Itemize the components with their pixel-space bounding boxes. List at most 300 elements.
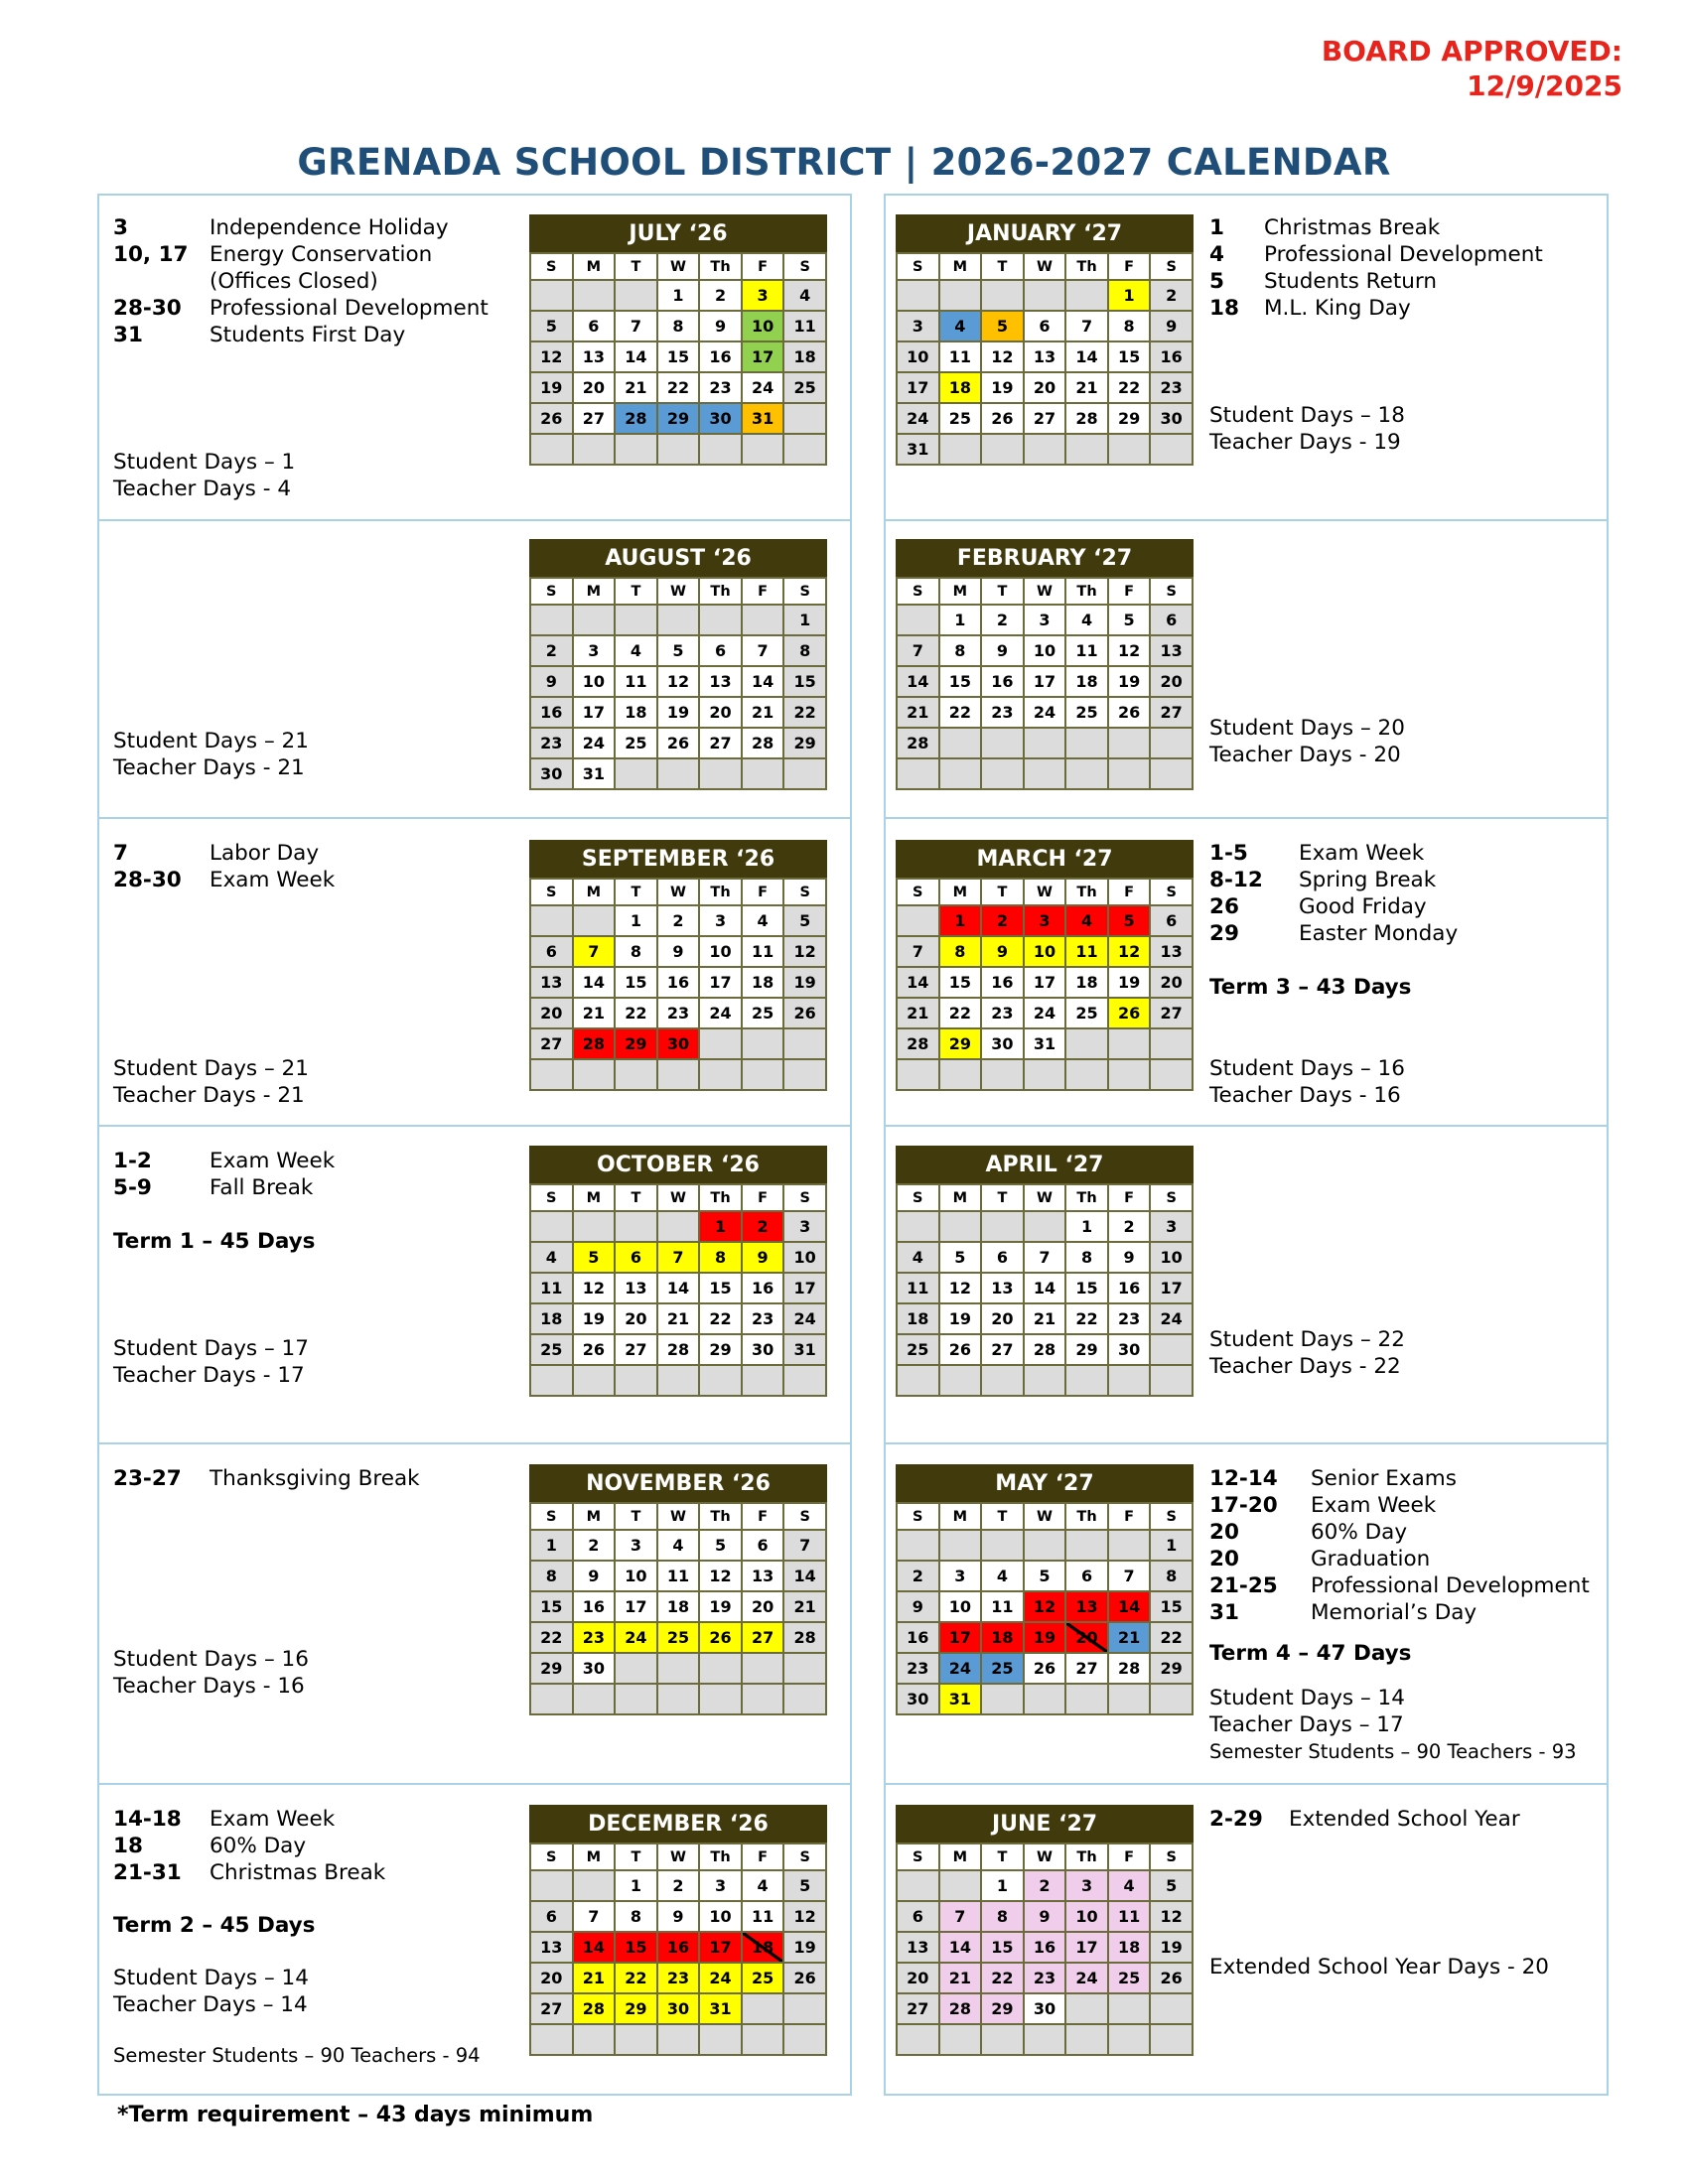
weekday-label: F (1108, 253, 1151, 280)
day-cell: 13 (699, 666, 742, 697)
day-cell: 20 (1150, 666, 1193, 697)
day-cell: 27 (1150, 998, 1193, 1028)
day-cell: 27 (573, 403, 616, 434)
day-cell: 20 (1024, 372, 1066, 403)
weekday-label: W (1024, 253, 1066, 280)
day-cell: 20 (699, 697, 742, 728)
day-cell: 26 (783, 998, 826, 1028)
day-cell: 16 (1108, 1273, 1151, 1303)
weekday-label: F (742, 1184, 784, 1211)
empty-cell (939, 1211, 982, 1242)
notes-september (113, 840, 335, 893)
student-days: Student Days – 20 (1209, 716, 1405, 741)
day-cell: 15 (657, 341, 700, 372)
empty-cell (615, 2024, 657, 2055)
week-row (897, 1963, 1193, 1993)
empty-cell (530, 605, 573, 635)
day-cell: 5 (981, 311, 1024, 341)
days-april (1209, 1326, 1405, 1380)
weekday-label: S (1150, 253, 1193, 280)
day-cell: 22 (939, 998, 982, 1028)
day-cell: 14 (897, 666, 939, 697)
empty-cell (530, 280, 573, 311)
week-row (897, 1242, 1193, 1273)
month-header: SEPTEMBER ‘26 (529, 840, 827, 878)
day-cell: 7 (1024, 1242, 1066, 1273)
day-cell: 9 (981, 936, 1024, 967)
empty-cell (742, 1993, 784, 2024)
weekday-row (897, 1843, 1193, 1870)
day-cell: 28 (897, 728, 939, 758)
weekday-label: W (1024, 1184, 1066, 1211)
note-item: 5-9 Fall Break (113, 1175, 314, 1200)
student-days: Student Days – 14 (113, 1966, 309, 1990)
empty-cell (530, 1870, 573, 1901)
empty-cell (1065, 1028, 1108, 1059)
day-cell: 22 (657, 372, 700, 403)
empty-cell (742, 1028, 784, 1059)
day-cell: 10 (1024, 635, 1066, 666)
weekday-label: Th (1065, 1843, 1108, 1870)
day-cell: 24 (783, 1303, 826, 1334)
empty-cell (573, 1684, 616, 1714)
empty-cell (1108, 1530, 1151, 1561)
day-cell: 14 (657, 1273, 700, 1303)
empty-cell (742, 2024, 784, 2055)
day-cell: 25 (657, 1622, 700, 1653)
week-row (530, 1870, 826, 1901)
day-cell: 12 (573, 1273, 616, 1303)
teacher-days: Teacher Days - 17 (113, 1363, 305, 1388)
weekday-row (530, 578, 826, 605)
day-cell: 12 (783, 936, 826, 967)
day-cell: 27 (615, 1334, 657, 1365)
weekday-label: M (573, 1503, 616, 1530)
week-row (530, 635, 826, 666)
empty-cell (897, 1530, 939, 1561)
empty-cell (657, 1059, 700, 1090)
student-days: Student Days – 21 (113, 1056, 309, 1081)
day-cell: 31 (573, 758, 616, 789)
day-cell: 7 (1108, 1561, 1151, 1591)
week-row (530, 1622, 826, 1653)
empty-cell (699, 434, 742, 465)
day-cell: 26 (1150, 1963, 1193, 1993)
day-cell: 18 (1065, 967, 1108, 998)
day-cell: 11 (615, 666, 657, 697)
day-cell: 10 (699, 936, 742, 967)
empty-cell (981, 280, 1024, 311)
empty-cell (1150, 1993, 1193, 2024)
empty-cell (981, 434, 1024, 465)
day-cell: 28 (783, 1622, 826, 1653)
day-cell: 21 (897, 697, 939, 728)
day-cell: 4 (897, 1242, 939, 1273)
day-cell: 27 (981, 1334, 1024, 1365)
day-cell: 1 (939, 905, 982, 936)
day-cell: 20 (897, 1963, 939, 1993)
empty-cell (530, 1059, 573, 1090)
day-cell: 3 (1150, 1211, 1193, 1242)
empty-cell (897, 1365, 939, 1396)
day-cell: 2 (742, 1211, 784, 1242)
day-cell: 9 (657, 936, 700, 967)
month-header: MAY ‘27 (896, 1464, 1194, 1502)
weekday-label: M (573, 1184, 616, 1211)
day-cell: 24 (897, 403, 939, 434)
day-cell: 10 (939, 1591, 982, 1622)
weekday-label: S (897, 1503, 939, 1530)
empty-cell (783, 758, 826, 789)
empty-cell (573, 905, 616, 936)
day-cell: 15 (939, 967, 982, 998)
empty-cell (742, 1365, 784, 1396)
day-cell: 4 (783, 280, 826, 311)
day-cell: 13 (897, 1932, 939, 1963)
day-cell: 28 (742, 728, 784, 758)
day-cell: 24 (1024, 697, 1066, 728)
day-cell: 13 (742, 1561, 784, 1591)
note-item: 4 Professional Development (1209, 242, 1543, 267)
week-row (897, 280, 1193, 311)
week-row (897, 1993, 1193, 2024)
day-cell: 27 (530, 1028, 573, 1059)
empty-cell (742, 1653, 784, 1684)
day-cell: 10 (1065, 1901, 1108, 1932)
empty-cell (939, 280, 982, 311)
day-cell: 1 (939, 605, 982, 635)
day-cell: 25 (742, 998, 784, 1028)
empty-cell (783, 1653, 826, 1684)
day-cell: 12 (1024, 1591, 1066, 1622)
day-cell: 19 (783, 1932, 826, 1963)
empty-cell (699, 1365, 742, 1396)
day-cell: 19 (1108, 967, 1151, 998)
month-grid (896, 1183, 1194, 1397)
weekday-label: S (530, 1503, 573, 1530)
day-cell: 9 (1150, 311, 1193, 341)
month-grid (529, 577, 827, 790)
day-cell: 30 (742, 1334, 784, 1365)
day-cell: 8 (1065, 1242, 1108, 1273)
day-cell: 15 (530, 1591, 573, 1622)
empty-cell (699, 2024, 742, 2055)
empty-cell (981, 728, 1024, 758)
day-cell: 28 (1065, 403, 1108, 434)
day-cell: 19 (981, 372, 1024, 403)
day-cell: 16 (981, 967, 1024, 998)
weekday-label: F (1108, 879, 1151, 905)
day-cell: 22 (939, 697, 982, 728)
day-cell: 11 (897, 1273, 939, 1303)
week-row (897, 728, 1193, 758)
empty-cell (530, 2024, 573, 2055)
weekday-row (897, 1503, 1193, 1530)
day-cell: 5 (1108, 605, 1151, 635)
day-cell: 6 (615, 1242, 657, 1273)
student-days: Student Days – 22 (1209, 1327, 1405, 1352)
day-cell: 7 (783, 1530, 826, 1561)
weekday-label: W (657, 1843, 700, 1870)
empty-cell (981, 758, 1024, 789)
week-row (530, 1963, 826, 1993)
weekday-label: Th (699, 578, 742, 605)
day-cell: 24 (939, 1653, 982, 1684)
month-header: APRIL ‘27 (896, 1146, 1194, 1183)
note-item: 1 Christmas Break (1209, 215, 1441, 240)
day-cell: 2 (573, 1530, 616, 1561)
day-cell: 11 (657, 1561, 700, 1591)
empty-cell (1024, 434, 1066, 465)
weekday-label: M (939, 879, 982, 905)
day-cell: 15 (1108, 341, 1151, 372)
week-row (897, 905, 1193, 936)
teacher-days: Teacher Days - 16 (1209, 1083, 1401, 1108)
empty-cell (573, 2024, 616, 2055)
empty-cell (699, 605, 742, 635)
day-cell: 6 (699, 635, 742, 666)
day-cell: 13 (530, 967, 573, 998)
day-cell: 7 (897, 635, 939, 666)
note-item: (Offices Closed) (210, 269, 378, 294)
day-cell: 10 (699, 1901, 742, 1932)
weekday-label: S (783, 1843, 826, 1870)
weekday-label: W (657, 1503, 700, 1530)
calendar-january (896, 214, 1194, 466)
empty-cell (1108, 1028, 1151, 1059)
note-item: 3 Independence Holiday (113, 215, 449, 240)
empty-cell (1065, 280, 1108, 311)
empty-cell (615, 280, 657, 311)
student-days: Student Days – 14 (1209, 1686, 1405, 1710)
empty-cell (897, 758, 939, 789)
empty-cell (1150, 1684, 1193, 1714)
weekday-label: S (1150, 1843, 1193, 1870)
day-cell: 22 (530, 1622, 573, 1653)
note-item: 7 Labor Day (113, 841, 320, 866)
days-september (113, 1055, 309, 1109)
day-cell: 22 (783, 697, 826, 728)
day-cell: 14 (1024, 1273, 1066, 1303)
calendar-august (529, 539, 827, 790)
day-cell: 11 (981, 1591, 1024, 1622)
empty-cell (1024, 1530, 1066, 1561)
empty-cell (615, 1653, 657, 1684)
approved-label: BOARD APPROVED: (1321, 35, 1622, 68)
week-row (530, 728, 826, 758)
week-row (897, 1932, 1193, 1963)
weekday-label: S (530, 1184, 573, 1211)
day-cell: 16 (657, 1932, 700, 1963)
day-cell: 19 (1108, 666, 1151, 697)
week-row (530, 2024, 826, 2055)
empty-cell (939, 728, 982, 758)
weekday-label: T (981, 578, 1024, 605)
month-header: MARCH ‘27 (896, 840, 1194, 878)
day-cell: 3 (615, 1530, 657, 1561)
week-row (530, 1059, 826, 1090)
day-cell: 5 (783, 1870, 826, 1901)
day-cell: 4 (1065, 905, 1108, 936)
weekday-label: F (742, 1843, 784, 1870)
week-row (530, 998, 826, 1028)
day-cell: 15 (1065, 1273, 1108, 1303)
week-row (530, 280, 826, 311)
teacher-days: Teacher Days - 22 (1209, 1354, 1401, 1379)
weekday-label: F (742, 1503, 784, 1530)
empty-cell (573, 1059, 616, 1090)
day-cell: 7 (742, 635, 784, 666)
day-cell: 6 (573, 311, 616, 341)
day-cell: 8 (939, 635, 982, 666)
empty-cell (981, 1684, 1024, 1714)
day-cell: 8 (615, 1901, 657, 1932)
day-cell: 21 (897, 998, 939, 1028)
day-cell: 7 (615, 311, 657, 341)
day-cell: 29 (1150, 1653, 1193, 1684)
week-row (897, 635, 1193, 666)
week-row (530, 905, 826, 936)
day-cell: 6 (742, 1530, 784, 1561)
day-cell: 14 (615, 341, 657, 372)
day-cell: 17 (783, 1273, 826, 1303)
week-row (897, 1870, 1193, 1901)
weekday-label: F (1108, 578, 1151, 605)
days-january (1209, 402, 1405, 456)
weekday-label: S (1150, 1503, 1193, 1530)
day-cell: 21 (939, 1963, 982, 1993)
note-item: 17-20 Exam Week (1209, 1493, 1437, 1518)
day-cell: 8 (657, 311, 700, 341)
day-cell: 28 (615, 403, 657, 434)
esy-days (1209, 1954, 1549, 1980)
day-cell: 26 (699, 1622, 742, 1653)
day-cell: 14 (1065, 341, 1108, 372)
teacher-days: Teacher Days – 17 (1209, 1712, 1404, 1737)
weekday-row (530, 253, 826, 280)
weekday-row (897, 578, 1193, 605)
empty-cell (699, 1028, 742, 1059)
day-cell: 2 (657, 1870, 700, 1901)
empty-cell (1065, 728, 1108, 758)
empty-cell (742, 1684, 784, 1714)
day-cell: 26 (1108, 998, 1151, 1028)
day-cell: 6 (530, 1901, 573, 1932)
day-cell: 18 (657, 1591, 700, 1622)
empty-cell (939, 758, 982, 789)
week-row (530, 967, 826, 998)
day-cell: 17 (573, 697, 616, 728)
weekday-label: M (939, 1843, 982, 1870)
day-cell: 10 (573, 666, 616, 697)
day-cell: 2 (897, 1561, 939, 1591)
day-cell: 31 (939, 1684, 982, 1714)
weekday-label: F (1108, 1843, 1151, 1870)
day-cell: 3 (1065, 1870, 1108, 1901)
empty-cell (783, 434, 826, 465)
day-cell: 13 (1150, 936, 1193, 967)
week-row (530, 1211, 826, 1242)
day-cell: 1 (1150, 1530, 1193, 1561)
day-cell: 4 (530, 1242, 573, 1273)
weekday-label: S (783, 1184, 826, 1211)
empty-cell (1150, 1059, 1193, 1090)
day-cell: 26 (657, 728, 700, 758)
day-cell: 13 (1024, 341, 1066, 372)
week-row (897, 758, 1193, 789)
empty-cell (657, 1365, 700, 1396)
day-cell: 12 (699, 1561, 742, 1591)
day-cell: 21 (1024, 1303, 1066, 1334)
month-grid (896, 1502, 1194, 1715)
empty-cell (981, 1211, 1024, 1242)
day-cell: 2 (657, 905, 700, 936)
empty-cell (1150, 1028, 1193, 1059)
weekday-label: M (573, 879, 616, 905)
day-cell: 30 (1150, 403, 1193, 434)
empty-cell (1108, 728, 1151, 758)
week-row (530, 1561, 826, 1591)
day-cell: 6 (530, 936, 573, 967)
day-cell: 4 (939, 311, 982, 341)
weekday-row (897, 253, 1193, 280)
day-cell: 22 (1065, 1303, 1108, 1334)
day-cell: 23 (1024, 1963, 1066, 1993)
day-cell: 23 (981, 697, 1024, 728)
day-cell: 13 (615, 1273, 657, 1303)
weekday-label: S (783, 578, 826, 605)
day-cell: 16 (1024, 1932, 1066, 1963)
day-cell: 12 (1108, 635, 1151, 666)
teacher-days: Teacher Days - 20 (1209, 743, 1401, 767)
weekday-label: S (897, 253, 939, 280)
day-cell: 4 (742, 1870, 784, 1901)
day-cell: 28 (897, 1028, 939, 1059)
day-cell: 3 (742, 280, 784, 311)
day-cell: 11 (742, 1901, 784, 1932)
day-cell: 19 (573, 1303, 616, 1334)
day-cell: 18 (742, 1932, 784, 1963)
day-cell: 31 (1024, 1028, 1066, 1059)
day-cell: 11 (1065, 936, 1108, 967)
day-cell: 28 (1108, 1653, 1151, 1684)
day-cell: 24 (1024, 998, 1066, 1028)
week-row (897, 1684, 1193, 1714)
day-cell: 27 (1024, 403, 1066, 434)
empty-cell (1024, 1365, 1066, 1396)
weekday-label: T (615, 879, 657, 905)
weekday-label: T (981, 1503, 1024, 1530)
week-row (897, 403, 1193, 434)
empty-cell (1065, 1530, 1108, 1561)
empty-cell (939, 1530, 982, 1561)
empty-cell (615, 1365, 657, 1396)
note-item: 10, 17 Energy Conservation (113, 242, 433, 267)
weekday-label: W (1024, 578, 1066, 605)
empty-cell (1024, 758, 1066, 789)
day-cell: 21 (573, 1963, 616, 1993)
empty-cell (573, 605, 616, 635)
day-cell: 27 (530, 1993, 573, 2024)
empty-cell (573, 1870, 616, 1901)
day-cell: 18 (1108, 1932, 1151, 1963)
day-cell: 11 (939, 341, 982, 372)
day-cell: 24 (573, 728, 616, 758)
day-cell: 25 (1065, 998, 1108, 1028)
day-cell: 26 (530, 403, 573, 434)
notes-may (1209, 1465, 1590, 1765)
empty-cell (981, 1365, 1024, 1396)
